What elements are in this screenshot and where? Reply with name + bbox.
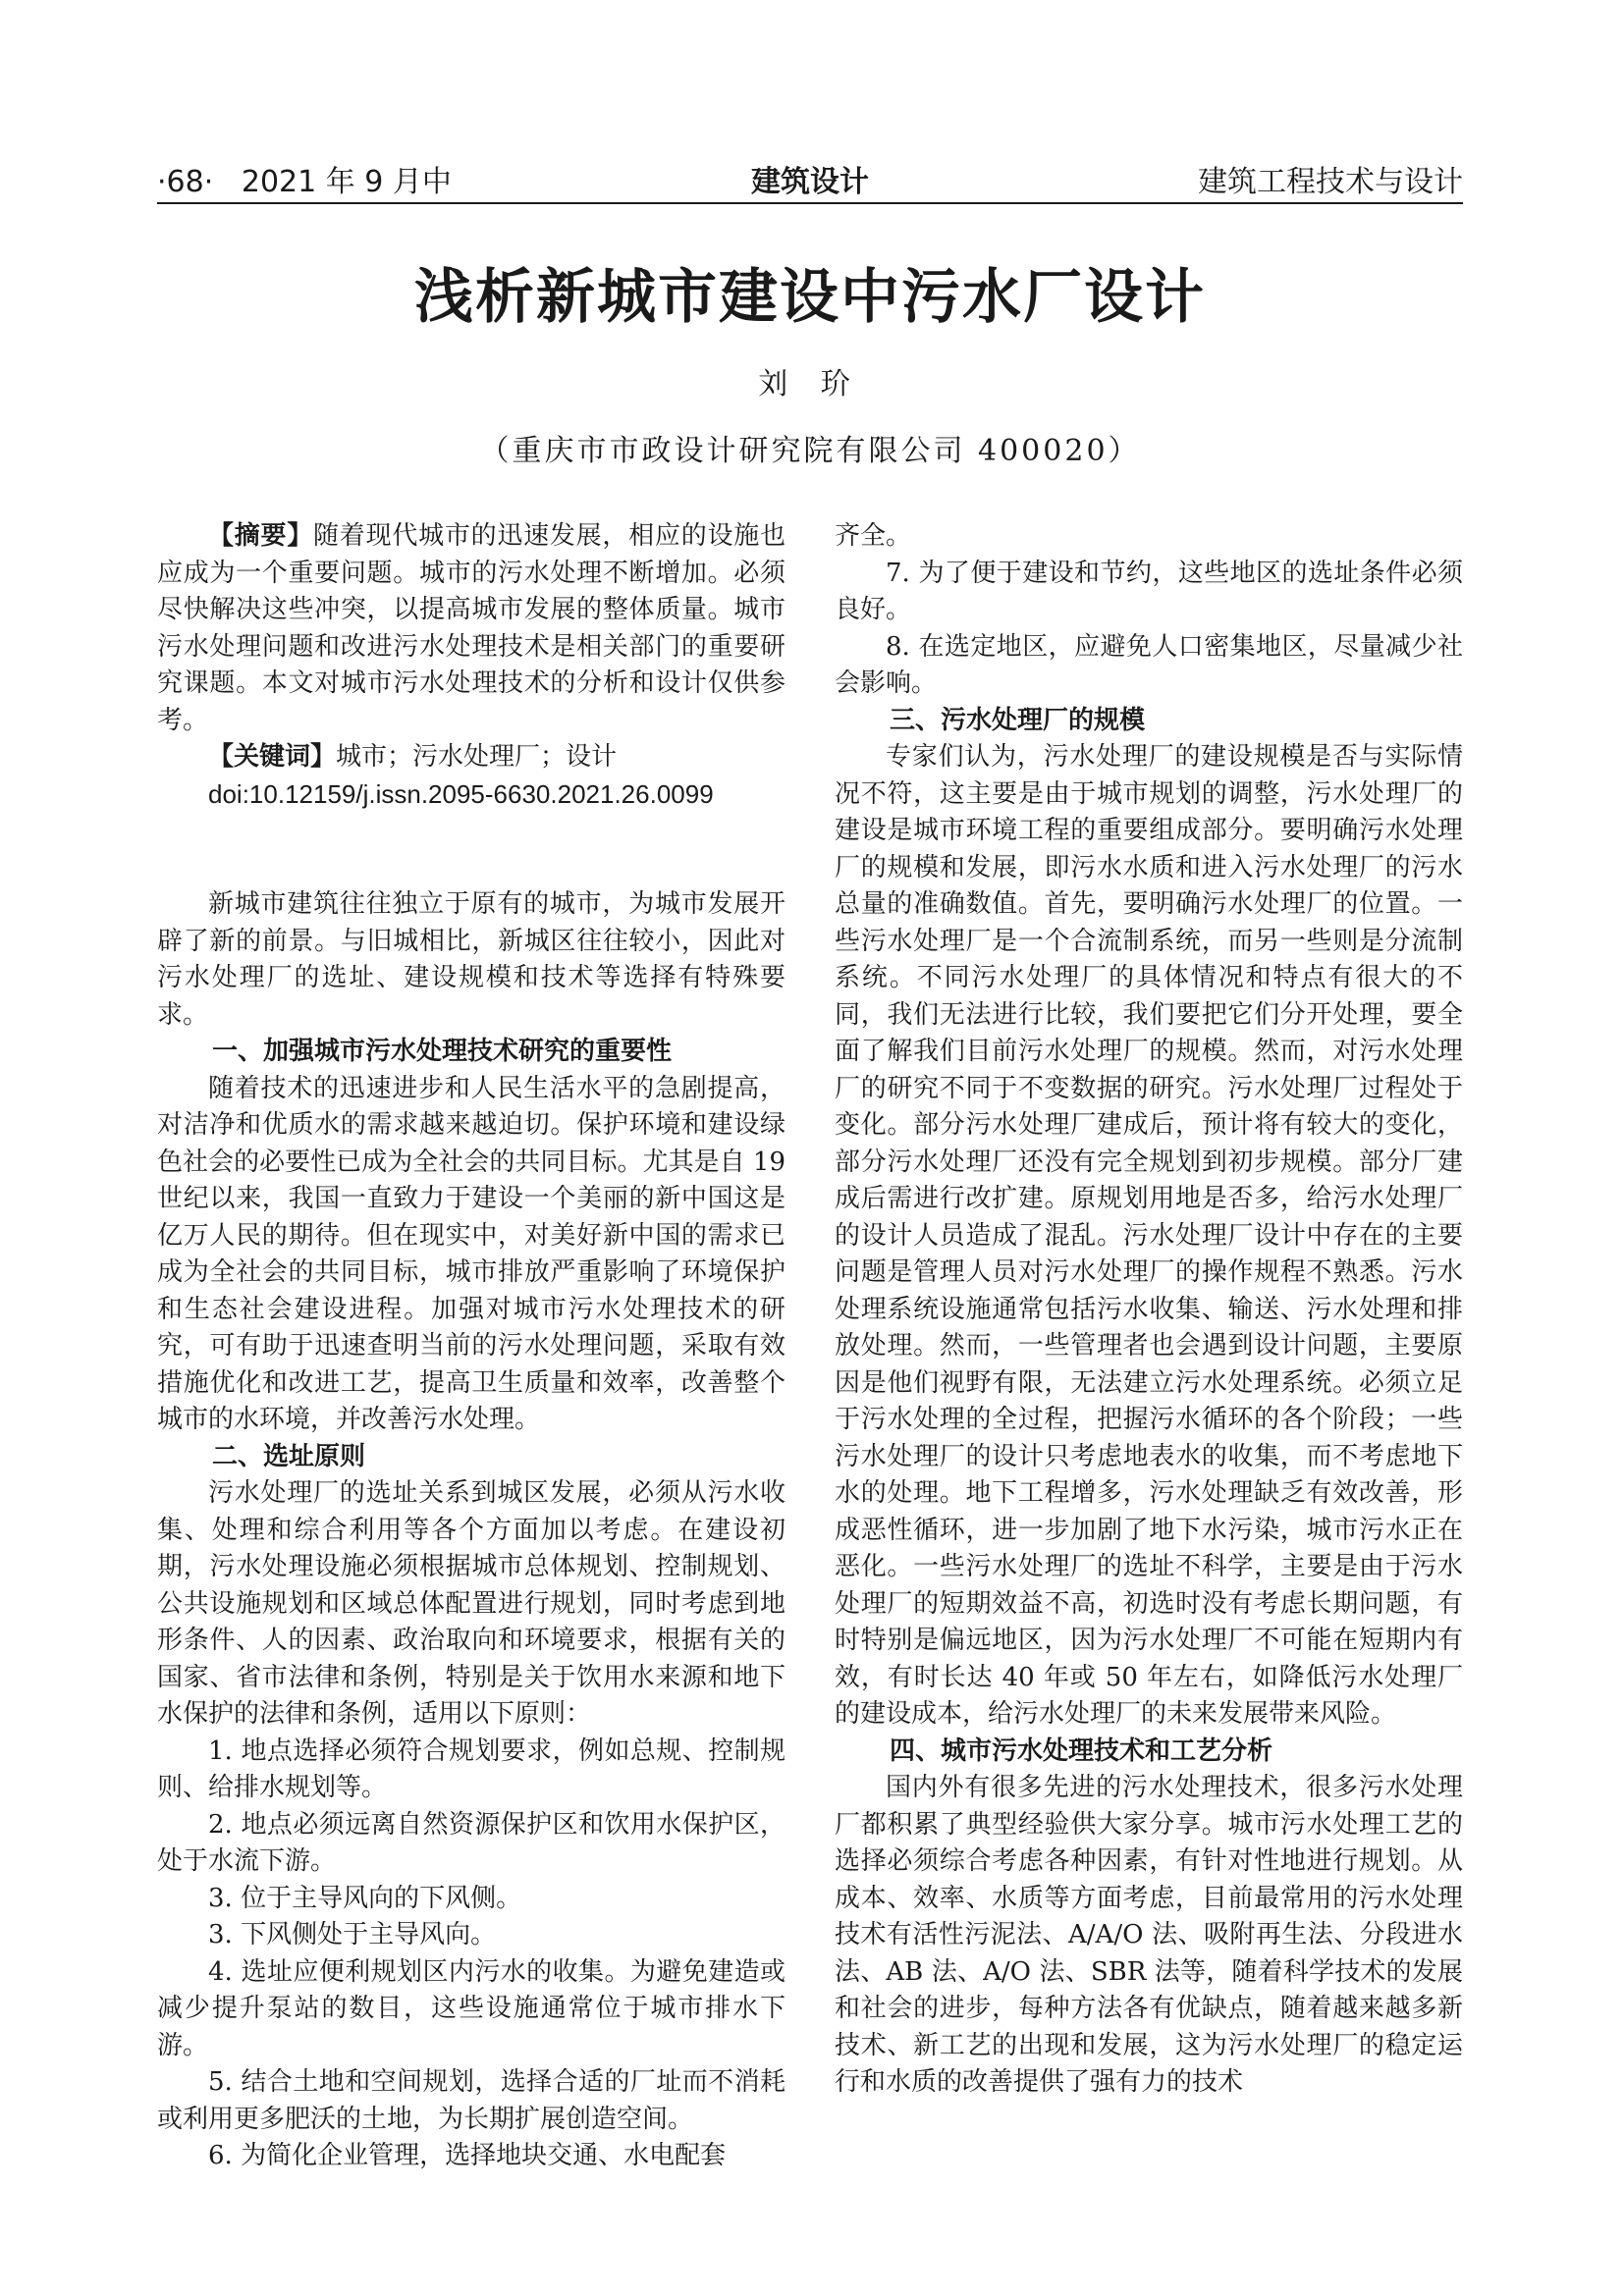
- intro-paragraph: 新城市建筑往往独立于原有的城市，为城市发展开辟了新的前景。与旧城相比，新城区往往较小，因此对污水处理厂的选址、建设规模和技术等选择有特殊要求。: [157, 889, 785, 1030]
- section-1-body: 随着技术的迅速进步和人民生活水平的急剧提高，对洁净和优质水的需求越来越迫切。保护环境和建设绿色社会的必要性已成为全社会的共同目标。尤其是自 19 世纪以来，我国一直致力于建设一个美丽的新中国这是亿万人民的期待。但在现实中，对美好新中国的需求已成为全社会的共同目标，城市排放严重影响了环境保护和生态社会建设进程。加强对城市污水处理技术的研究，可有助于迅速查明当前的污水处理问题，采取有效措施优化和改进工艺，提高卫生质量和效率，改善整个城市的水环境，并改善污水处理。: [157, 1073, 785, 1434]
- section-name: 建筑设计: [751, 165, 869, 199]
- principle-5: 5. 结合土地和空间规划，选择合适的厂址而不消耗或利用更多肥沃的土地，为长期扩展创造空间。: [157, 2067, 785, 2134]
- principle-3b: 3. 下风侧处于主导风向。: [208, 1920, 497, 1949]
- author-name: 刘 玠: [758, 367, 862, 401]
- principle-2: 2. 地点必须远离自然资源保护区和饮用水保护区，处于水流下游。: [157, 1809, 785, 1876]
- abstract: [157, 518, 785, 739]
- principle-6: 6. 为简化企业管理，选择地块交通、水电配套: [208, 2141, 727, 2170]
- section-3-body: 专家们认为，污水处理厂的建设规模是否与实际情况不符，这主要是由于城市规划的调整，污水处理厂的建设是城市环境工程的重要组成部分。要明确污水处理厂的规模和发展，即污水水质和进入污水处理厂的污水总量的准确数值。首先，要明确污水处理厂的位置。一些污水处理厂是一个合流制系统，而另一些则是分流制系统。不同污水处理厂的具体情况和特点有很大的不同，我们无法进行比较，我们要把它们分开处理，要全面了解我们目前污水处理厂的规模。然而，对污水处理厂的研究不同于不变数据的研究。污水处理厂过程处于变化。部分污水处理厂建成后，预计将有较大的变化，部分污水处理厂还没有完全规划到初步规模。部分厂建成后需进行改扩建。原规划用地是否多，给污水处理厂的设计人员造成了混乱。污水处理厂设计中存在的主要问题是管理人员对污水处理厂的操作规程不熟悉。污水处理系统设施通常包括污水收集、输送、污水处理和排放处理。然而，一些管理者也会遇到设计问题，主要原因是他们视野有限，无法建立污水处理系统。必须立足于污水处理的全过程，把握污水循环的各个阶段；一些污水处理厂的设计只考虑地表水的收集，而不考虑地下水的处理。地下工程增多，污水处理缺乏有效改善，形成恶性循环，进一步加剧了地下水污染，城市污水正在恶化。一些污水处理厂的选址不科学，主要是由于污水处理厂的短期效益不高，初选时没有考虑长期问题，有时特别是偏远地区，因为污水处理厂不可能在短期内有效，有时长达 40 年或 50 年左右，如降低污水处理厂的建设成本，给污水处理厂的未来发展带来风险。: [835, 742, 1463, 1729]
- abstract-label: 【摘要】: [208, 521, 314, 551]
- keywords-text: 城市；污水处理厂；设计: [336, 742, 618, 772]
- left-column: [157, 518, 785, 2170]
- section-2-heading: 二、选址原则: [212, 1441, 366, 1471]
- abstract-text: 随着现代城市的迅速发展，相应的设施也应成为一个重要问题。城市的污水处理不断增加。必须尽快解决这些冲突，以提高城市发展的整体质量。城市污水处理问题和改进污水处理技术是相关部门的重要研究课题。本文对城市污水处理技术的分析和设计仅供参考。: [157, 521, 785, 735]
- running-header: [157, 147, 1463, 204]
- doi: doi:10.12159/j.issn.2095-6630.2021.26.0099: [208, 778, 714, 809]
- author-affiliation: （重庆市市政设计研究院有限公司 400020）: [479, 434, 1141, 468]
- issue-date: 2021 年 9 月中: [241, 165, 452, 199]
- principle-6-continued: 齐全。: [835, 521, 912, 551]
- right-column: [835, 518, 1463, 2148]
- spacer: [157, 813, 785, 886]
- article-title: 浅析新城市建设中污水厂设计: [414, 263, 1206, 332]
- section-2-body: 污水处理厂的选址关系到城区发展，必须从污水收集、处理和综合利用等各个方面加以考虑。在建设初期，污水处理设施必须根据城市总体规划、控制规划、公共设施规划和区域总体配置进行规划，同时考虑到地形条件、人的因素、政治取向和环境要求，根据有关的国家、省市法律和条例，特别是关于饮用水来源和地下水保护的法律和条例，适用以下原则：: [157, 1478, 785, 1729]
- principle-4: 4. 选址应便利规划区内污水的收集。为避免建造或减少提升泵站的数目，这些设施通常位于城市排水下游。: [157, 1956, 785, 2060]
- principle-7: 7. 为了便于建设和节约，这些地区的选址条件必须良好。: [835, 558, 1463, 624]
- principle-8: 8. 在选定地区，应避免人口密集地区，尽量减少社会影响。: [835, 631, 1463, 698]
- section-1-heading: 一、加强城市污水处理技术研究的重要性: [212, 1037, 673, 1066]
- principle-1: 1. 地点选择必须符合规划要求，例如总规、控制规则、给排水规划等。: [157, 1735, 785, 1802]
- abstract-block: [157, 518, 785, 813]
- section-3-heading: 三、污水处理厂的规模: [890, 705, 1146, 735]
- section-4-heading: 四、城市污水处理技术和工艺分析: [890, 1735, 1273, 1766]
- journal-name: 建筑工程技术与设计: [1198, 165, 1463, 199]
- principle-3a: 3. 位于主导风向的下风侧。: [208, 1883, 522, 1913]
- section-4-body: 国内外有很多先进的污水处理技术，很多污水处理厂都积累了典型经验供大家分享。城市污水处理工艺的选择必须综合考虑各种因素，有针对性地进行规划。从成本、效率、水质等方面考虑，目前最常用的污水处理技术有活性污泥法、A/A/O 法、吸附再生法、分段进水法、AB 法、A/O 法、SBR 法等，随着科学技术的发展和社会的进步，每种方法各有优缺点，随着越来越多新技术、新工艺的出现和发展，这为污水处理厂的稳定运行和水质的改善提供了强有力的技术: [835, 1773, 1463, 2097]
- keywords: [157, 739, 785, 776]
- page-number: ·68·: [157, 165, 214, 199]
- keywords-label: 【关键词】: [208, 742, 337, 772]
